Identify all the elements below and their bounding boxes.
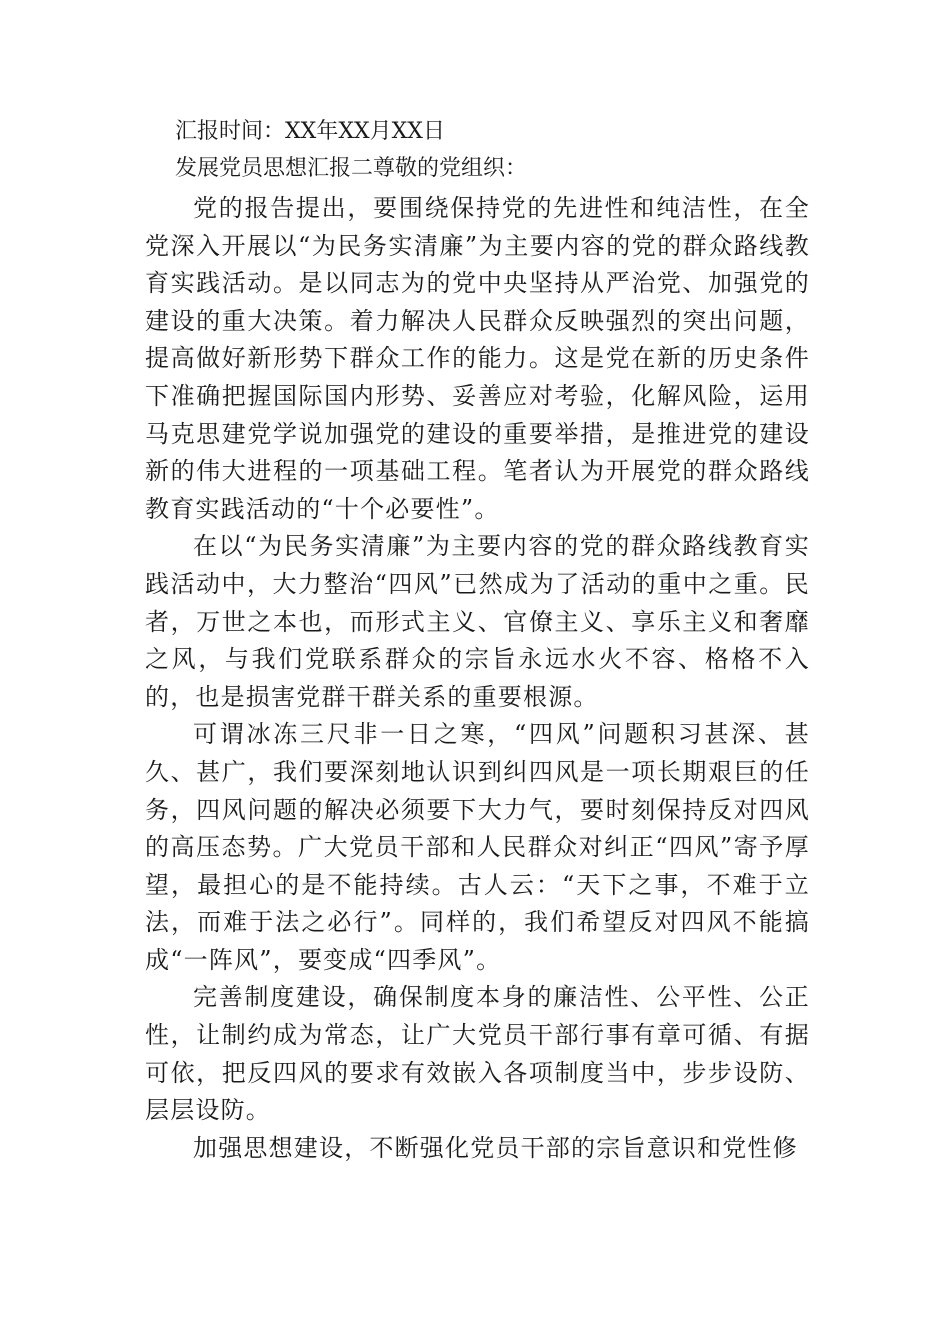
document-body <box>145 117 810 1167</box>
paragraph-4: 完善制度建设，确保制度本身的廉洁性、公平性、公正性，让制约成为常态，让广大党员干部行事有章可循、有据可依，把反四风的要求有效嵌入各项制度当中，步步设防、层层设防。 <box>145 983 810 1125</box>
report-time: 汇报时间：XX年XX月XX日 <box>175 119 445 144</box>
paragraph-3: 可谓冰冻三尺非一日之寒，“四风”问题积习甚深、甚久、甚广，我们要深刻地认识到纠四风是一项长期艰巨的任务，四风问题的解决必须要下大力气，要时刻保持反对四风的高压态势。广大党员干部和人民群众对纠正“四风”寄予厚望，最担心的是不能持续。古人云：“天下之事，不难于立法，而难于法之必行”。同样的，我们希望反对四风不能搞成“一阵风”，要变成“四季风”。 <box>145 720 810 974</box>
salutation: 发展党员思想汇报二尊敬的党组织： <box>175 156 528 181</box>
paragraph-2: 在以“为民务实清廉”为主要内容的党的群众路线教育实践活动中，大力整治“四风”已然成为了活动的重中之重。民者，万世之本也，而形式主义、官僚主义、享乐主义和奢靡之风，与我们党联系群众的宗旨永远水火不容、格格不入的，也是损害党群干群关系的重要根源。 <box>145 532 810 711</box>
paragraph-1: 党的报告提出，要围绕保持党的先进性和纯洁性，在全党深入开展以“为民务实清廉”为主要内容的党的群众路线教育实践活动。是以同志为的党中央坚持从严治党、加强党的建设的重大决策。着力解决人民群众反映强烈的突出问题，提高做好新形势下群众工作的能力。这是党在新的历史条件下准确把握国际国内形势、妥善应对考验，化解风险，运用马克思建党学说加强党的建设的重要举措，是推进党的建设新的伟大进程的一项基础工程。笔者认为开展党的群众路线教育实践活动的“十个必要性”。 <box>145 194 810 523</box>
paragraph-5: 加强思想建设，不断强化党员干部的宗旨意识和党性修 <box>193 1133 798 1162</box>
